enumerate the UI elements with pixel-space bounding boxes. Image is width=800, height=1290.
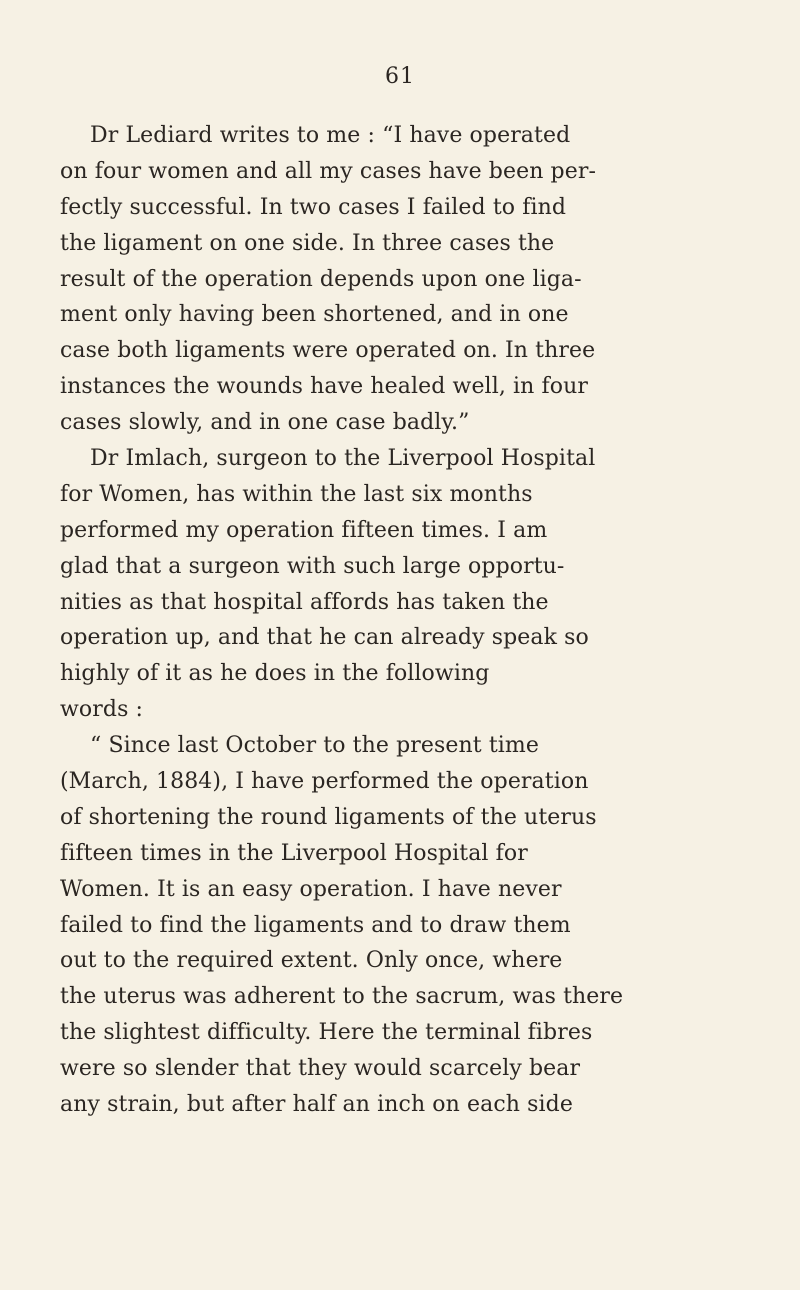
text-line: the ligament on one side. In three cases the: [60, 230, 555, 256]
text-line: the uterus was adherent to the sacrum, was there: [60, 984, 624, 1010]
text-line: instances the wounds have healed well, in four: [60, 374, 588, 400]
page-number: 61: [385, 64, 415, 89]
body-text: [60, 118, 720, 1123]
text-line: glad that a surgeon with such large opportu-: [60, 553, 565, 579]
text-line: case both ligaments were operated on. In three: [60, 338, 596, 364]
text-line: for Women, has within the last six months: [60, 481, 533, 507]
text-line: on four women and all my cases have been per-: [60, 158, 597, 184]
text-line: were so slender that they would scarcely bear: [60, 1056, 581, 1082]
text-line: highly of it as he does in the following: [60, 661, 490, 687]
text-line: any strain, but after half an inch on each side: [60, 1092, 573, 1118]
text-line: performed my operation fifteen times. I am: [60, 517, 548, 543]
text-line: (March, 1884), I have performed the operation: [60, 769, 589, 795]
text-line: Dr Lediard writes to me : “I have operated: [90, 123, 571, 148]
text-line: words :: [60, 697, 144, 723]
text-line: operation up, and that he can already speak so: [60, 625, 589, 651]
text-line: “ Since last October to the present time: [90, 733, 539, 759]
text-line: result of the operation depends upon one liga-: [60, 266, 582, 292]
text-line: fectly successful. In two cases I failed to find: [60, 194, 567, 220]
text-line: nities as that hospital affords has taken the: [60, 589, 549, 615]
text-line: failed to find the ligaments and to draw them: [60, 912, 571, 938]
text-line: ment only having been shortened, and in one: [60, 302, 569, 328]
text-line: out to the required extent. Only once, where: [60, 948, 563, 974]
text-line: Women. It is an easy operation. I have never: [60, 876, 562, 902]
text-line: the slightest difficulty. Here the terminal fibres: [60, 1020, 593, 1046]
text-line: cases slowly, and in one case badly.”: [60, 410, 470, 436]
text-line: Dr Imlach, surgeon to the Liverpool Hospital: [90, 446, 596, 472]
text-line: fifteen times in the Liverpool Hospital for: [60, 840, 528, 866]
text-line: of shortening the round ligaments of the uterus: [60, 804, 597, 830]
